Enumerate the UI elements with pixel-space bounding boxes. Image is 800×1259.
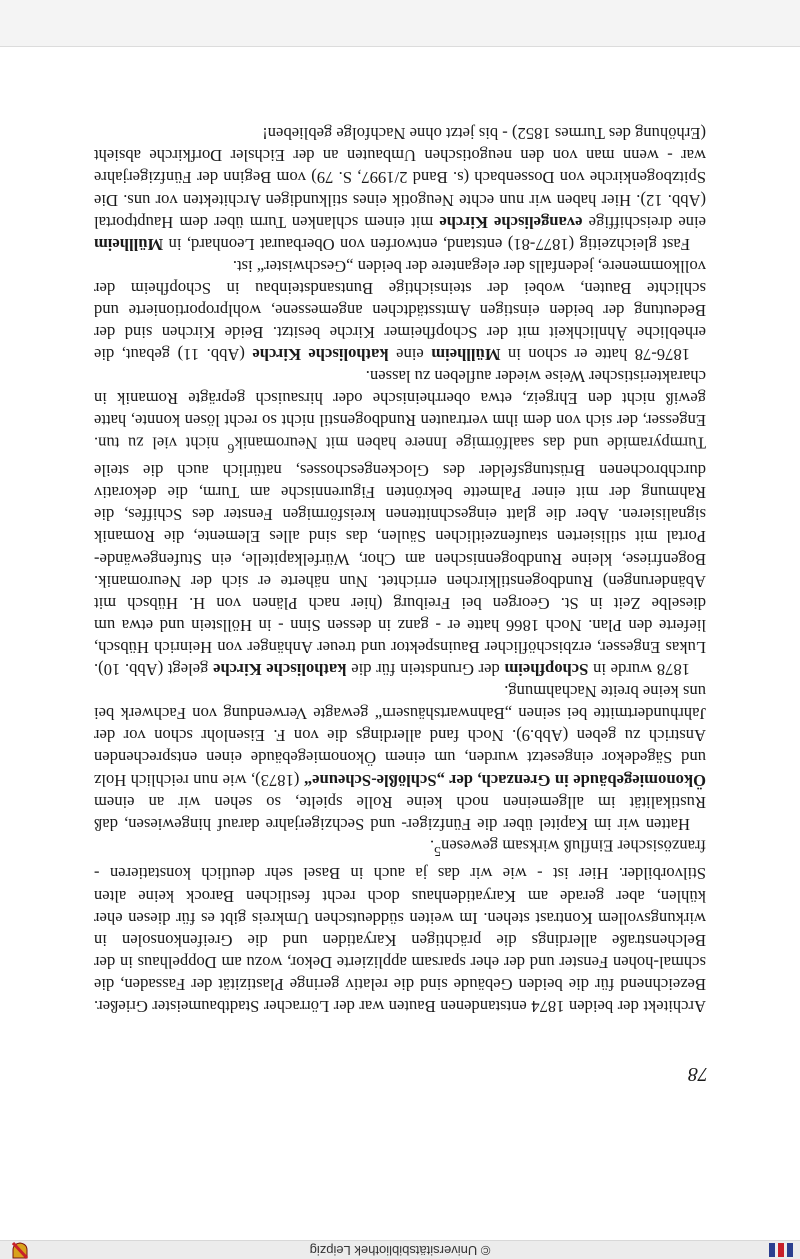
bold-term: evangelische Kirche bbox=[439, 212, 583, 232]
bold-term: Ökonomiegebäude in Grenzach, der „Schlößle-Scheune“ bbox=[303, 770, 706, 790]
paragraph bbox=[94, 122, 706, 255]
paragraph bbox=[94, 680, 706, 835]
bold-term: katholische Kirche bbox=[213, 660, 347, 680]
text-run: 1876-78 hatte er schon in bbox=[500, 345, 690, 365]
text-run: . bbox=[429, 836, 435, 856]
paragraph bbox=[94, 835, 706, 1017]
viewer-footer bbox=[0, 0, 800, 47]
text-run: (Abb. 11) gebaut, die erhebliche Ähnlichkeit mit der Schopfheimer Kirche besitzt. Beide Kirchen sind der Bedeutung der beiden einstigen Amtsstädtchen angemessene, wohlproportionierte und schlichte Bauten, wobei der steinsichtige Buntsandsteinbau in Schopfheim der vollkommenere, jedenfalls der elegantere der beiden „Geschwister“ ist. bbox=[93, 256, 706, 365]
text-run: Architekt der beiden 1874 entstandenen Bauten war der Lörracher Stadtbaumeister Grießer. Bezeichnend für die beiden Gebäude sind die relativ geringe Plastizität der Fassaden, die schmal-hohen Fenster und der eher sparsam applizierte Dekor, wozu am Doppelhaus in der Belchenstraße allerdings die prächtigen Karyatiden und die Greifenkonsolen in wirkungsvollem Kontrast stehen. Im weiten süddeutschen Umkreis gibt es für diesen eher kühlen, aber gerade am Karyatidenhaus doch recht festlichen Barock keine alten Stilvorbilder. Hier ist - wie wir das ja auch in Basel sehr deutlich konstatieren - französischer Einfluß wirksam gewesen bbox=[94, 836, 706, 1016]
paragraph bbox=[94, 255, 706, 365]
text-run: 1878 wurde in bbox=[588, 660, 690, 680]
top-copyright: © Universitätsbibliothek Leipzig bbox=[309, 1243, 491, 1258]
paragraph bbox=[94, 365, 706, 680]
bold-term: Schopfheim bbox=[504, 660, 589, 680]
article-body bbox=[94, 122, 706, 1017]
bold-term: katholische Kirche bbox=[252, 345, 389, 365]
footnote-marker: 5 bbox=[434, 844, 442, 860]
text-run: Fast gleichzeitig (1877-81) entstand, entworfen von Oberbaurat Leonhard, in bbox=[163, 234, 690, 254]
text-run: gelegt (Abb. 10). Lukas Engesser, erzbischöflicher Bauinspektor und treuer Anhänger von Heinrich Hübsch, lieferte den Plan. Noch 1866 hatte er - ganz in dessen Sinn - in Höllstein und etwa um dieselbe Zeit in St. Georgen bei Freiburg (hier nach Plänen von H. Hübsch mit Abänderungen) Rundbogenstilkirchen errichtet. Nun näherte er sich der Neuromanik. Bogenfriese, kleine Rundbogennischen am Chor, Würfelkapitelle, ein Stufengewände-Portal mit stilisierten staufenzeitlichen Säulen, das sind alles Elemente, die Romanik signalisieren. Aber die glatt eingeschnittenen kreisförmigen Fenster des Schiffes, die Rahmung der mit einer Palmette bekrönten Figurennische am Turm, die dekorativ durchbrochenen Brüstungsfelder des Glockengeschosses, natürlich auch die steile Turmpyramide und das saalförmige Innere haben mit Neuromanik bbox=[93, 433, 706, 680]
text-run: eine bbox=[388, 345, 432, 365]
text-run: eine dreischiffige bbox=[582, 212, 706, 232]
text-run: mit einem schlanken Turm über dem Hauptportal (Abb. 12). Hier haben wir nun echte Neugotik eines stilkundigen Architekten vor uns. Die Spitzbogenkirche von Dossenbach (s. Band 2/1997, S. 79) vom Beginn der Fünfzigerjahre war - wenn man von den neugotischen Umbauten an der Eichsler Dorfkirche absieht (Erhöhung des Turmes 1852) - bis jetzt ohne Nachfolge geblieben! bbox=[94, 124, 706, 232]
viewer-top-bar bbox=[0, 1240, 800, 1259]
footnote-marker: 6 bbox=[227, 441, 235, 457]
bold-term: Müllheim bbox=[94, 234, 164, 254]
bold-term: Müllheim bbox=[431, 345, 501, 365]
text-run: nicht viel zu tun. Engesser, der sich von dem ihm vertrauten Rundbogenstil nicht so recht lösen konnte, hatte gewiß nicht den Ehrgeiz, etwa oberrheinische oder hirsauisch geprägte Romanik in charakteristischer Weise wieder aufleben zu lassen. bbox=[93, 367, 706, 453]
text-run: (1873), wie nun reichlich Holz und Sägedekor eingesetzt wurden, um einem Ökonomiegebäude einen entsprechenden Anstrich zu geben (Abb.9). Noch fand allerdings die von F. Eisenlohr schon vor der Jahrhundertmitte bei seinen „Bahnwartshäusern“ gewagte Verwendung von Fachwerk bei uns keine breite Nachahmung. bbox=[94, 682, 706, 790]
page-number: 78 bbox=[688, 1063, 708, 1085]
text-run: der Grundstein für die bbox=[346, 660, 505, 680]
text-run: Hatten wir im Kapitel über die Fünfziger- und Sechzigerjahre darauf hingewiesen, daß Rustikalität im allgemeinen noch keine Rolle spielte, so sehen wir an einem bbox=[94, 792, 706, 834]
small-crest-icon bbox=[12, 1242, 28, 1259]
